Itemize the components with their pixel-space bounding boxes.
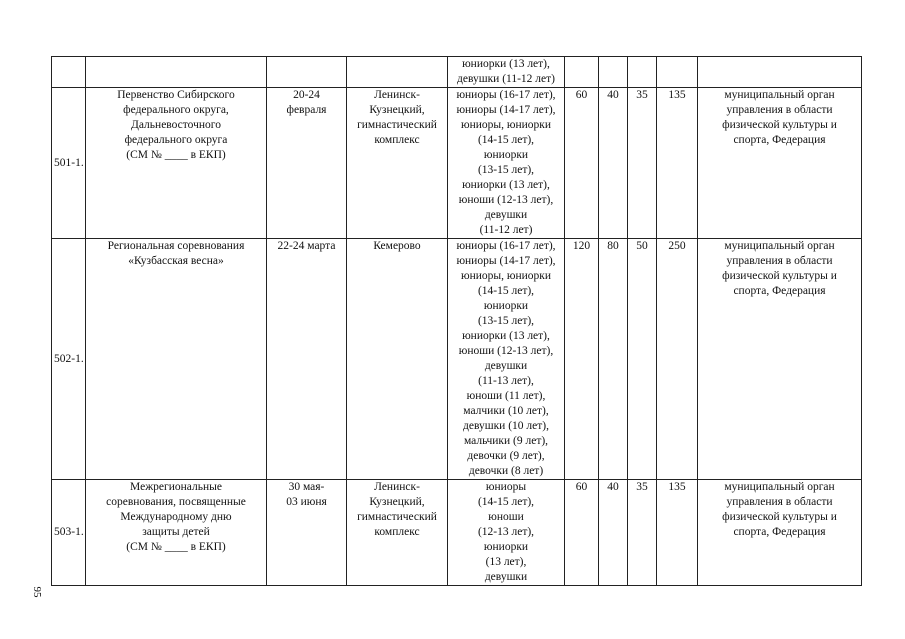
- event-place-text: Ленинск- Кузнецкий, гимнастический комплекс: [357, 89, 437, 146]
- event-place-cell: [347, 480, 448, 586]
- page-number: 95: [31, 586, 43, 598]
- age-groups-cell: [448, 239, 565, 480]
- event-name-cell: [86, 480, 267, 586]
- count-cell-3: [628, 88, 657, 239]
- age-groups-text: юниоры (14-15 лет), юноши (12-13 лет), юниорки (13 лет), девушки: [477, 481, 535, 583]
- count-cell-3: [628, 480, 657, 586]
- count-text-1: 120: [572, 240, 591, 252]
- count-text-1: 60: [575, 481, 588, 493]
- count-total-cell: [657, 88, 698, 239]
- event-place-text: Кемерово: [373, 240, 421, 252]
- row-number-text: 502-1.: [54, 352, 84, 365]
- count-cell-1: [565, 480, 599, 586]
- count-cell-2: [599, 239, 628, 480]
- table-row: [52, 88, 862, 239]
- age-groups-cell: [448, 480, 565, 586]
- row-number-cell: [52, 480, 86, 586]
- count-total-text: 135: [668, 481, 686, 493]
- count-cell-3: [628, 57, 657, 88]
- row-number-text: 503-1.: [54, 526, 84, 538]
- count-cell-2: [599, 57, 628, 88]
- row-number-cell: [52, 239, 86, 480]
- count-cell-1: [565, 57, 599, 88]
- organizer-cell: [698, 480, 862, 586]
- count-text-3: 35: [636, 89, 648, 101]
- event-dates-text: 22-24 марта: [277, 240, 336, 252]
- count-total-text: 135: [668, 89, 686, 101]
- row-number-cell: [52, 57, 86, 88]
- table-row: [52, 480, 862, 586]
- event-dates-cell: [267, 57, 347, 88]
- event-name-text: Первенство Сибирского федерального округа, Дальневосточного федерального округа (СМ № ____ в ЕКП): [117, 89, 235, 161]
- count-cell-3: [628, 239, 657, 480]
- organizer-text: муниципальный орган управления в области физической культуры и спорта, Федерация: [722, 240, 837, 297]
- count-total-cell: [657, 239, 698, 480]
- table-row: [52, 239, 862, 480]
- event-name-cell: [86, 57, 267, 88]
- organizer-cell: [698, 57, 862, 88]
- count-text-3: 50: [636, 240, 648, 252]
- count-cell-2: [599, 480, 628, 586]
- age-groups-cell: [448, 88, 565, 239]
- count-text-2: 40: [607, 481, 619, 493]
- organizer-text: муниципальный орган управления в области физической культуры и спорта, Федерация: [722, 89, 837, 146]
- event-dates-cell: [267, 88, 347, 239]
- event-name-cell: [86, 239, 267, 480]
- events-table: [51, 56, 862, 586]
- event-place-cell: [347, 88, 448, 239]
- organizer-text: муниципальный орган управления в области физической культуры и спорта, Федерация: [722, 481, 837, 538]
- count-cell-1: [565, 239, 599, 480]
- count-total-text: 250: [668, 240, 686, 252]
- organizer-cell: [698, 239, 862, 480]
- event-dates-text: 20-24 февраля: [286, 89, 327, 116]
- age-groups-cell: [448, 57, 565, 88]
- event-dates-cell: [267, 239, 347, 480]
- count-text-2: 80: [607, 240, 619, 252]
- event-dates-cell: [267, 480, 347, 586]
- age-groups-text: юниорки (13 лет), девушки (11-12 лет): [456, 58, 556, 85]
- count-text-1: 60: [575, 89, 588, 101]
- count-cell-2: [599, 88, 628, 239]
- table-row: [52, 57, 862, 88]
- event-place-cell: [347, 57, 448, 88]
- count-total-cell: [657, 57, 698, 88]
- count-cell-1: [565, 88, 599, 239]
- count-text-2: 40: [607, 89, 619, 101]
- age-groups-text: юниоры (16-17 лет), юниоры (14-17 лет), юниоры, юниорки (14-15 лет), юниорки (13-15 лет), юниорки (13 лет), юноши (12-13 лет), девушки (11-12 лет): [456, 89, 556, 236]
- event-dates-text: 30 мая- 03 июня: [286, 481, 327, 508]
- event-place-cell: [347, 239, 448, 480]
- age-groups-text: юниоры (16-17 лет), юниоры (14-17 лет), юниоры, юниорки (14-15 лет), юниорки (13-15 лет), юниорки (13 лет), юноши (12-13 лет), девушки (11-13 лет), юноши (11 лет), малчики (10 лет), девушки (10 лет), мальчики (9 лет), девочки (9 лет), девочки (8 лет): [456, 240, 556, 477]
- count-text-3: 35: [636, 481, 648, 493]
- event-place-text: Ленинск- Кузнецкий, гимнастический комплекс: [357, 481, 437, 538]
- event-name-cell: [86, 88, 267, 239]
- count-total-cell: [657, 480, 698, 586]
- row-number-cell: [52, 88, 86, 239]
- event-name-text: Межрегиональные соревнования, посвященные Международному дню защиты детей (СМ № ____ в ЕКП): [106, 481, 246, 553]
- event-name-text: Региональная соревнования «Кузбасская весна»: [107, 240, 245, 267]
- organizer-cell: [698, 88, 862, 239]
- row-number-text: 501-1.: [54, 156, 84, 169]
